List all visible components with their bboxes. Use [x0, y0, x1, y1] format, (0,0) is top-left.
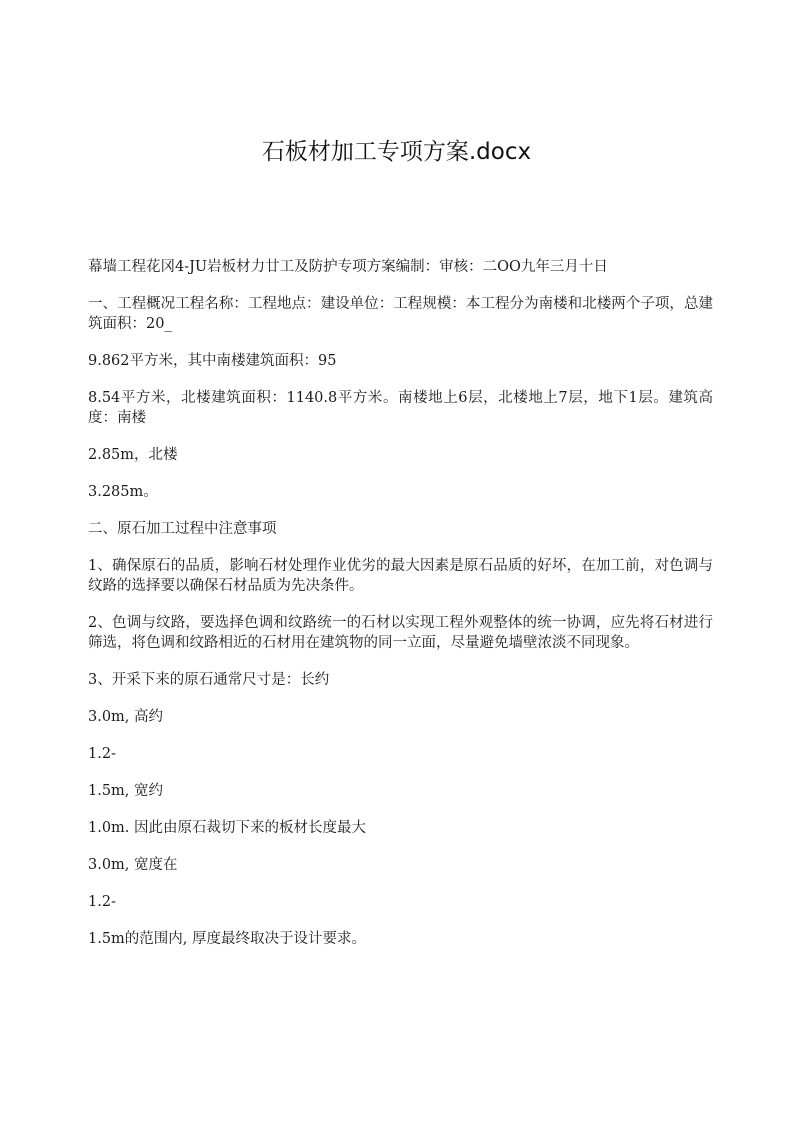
paragraph-north-height: 3.285m。: [88, 484, 158, 500]
document-body: [88, 257, 713, 966]
paragraph-width-range-start: 1.2-: [88, 894, 116, 910]
paragraph-item-1-quality: 1、确保原石的品质，影响石材处理作业优劣的最大因素是原石品质的好坏，在加工前，对色调与纹路的选择要以确保石材品质为先决条件。: [88, 558, 713, 594]
paragraph-length: 3.0m, 高约: [88, 709, 164, 725]
paragraph-width-range-end: 1.5m的范围内, 厚度最终取决于设计要求。: [88, 931, 367, 947]
document-title: 石板材加工专项方案.docx: [261, 139, 532, 165]
section-heading-stone-processing: 二、原石加工过程中注意事项: [88, 521, 277, 537]
paragraph-header-info: 幕墙工程花冈4-JU岩板材力廿工及防护专项方案编制：审核：二OO九年三月十日: [88, 259, 608, 275]
paragraph-width: 1.0m. 因此由原石裁切下来的板材长度最大: [88, 820, 367, 836]
paragraph-item-2-color-texture: 2、色调与纹路，要选择色调和纹路统一的石材以实现工程外观整体的统一协调，应先将石材进行筛选，将色调和纹路相近的石材用在建筑物的同一立面，尽量避免墙壁浓淡不同现象。: [88, 615, 713, 651]
paragraph-total-area: 9.862平方米，其中南楼建筑面积：95: [88, 353, 337, 369]
paragraph-height-range-start: 1.2-: [88, 746, 116, 762]
paragraph-project-overview: 一、工程概况工程名称：工程地点：建设单位：工程规模：本工程分为南楼和北楼两个子项，总建筑面积：20_: [88, 296, 713, 332]
paragraph-max-length: 3.0m, 宽度在: [88, 857, 178, 873]
paragraph-item-3-dimensions: 3、开采下来的原石通常尺寸是：长约: [88, 672, 330, 688]
paragraph-south-height: 2.85m，北楼: [88, 447, 178, 463]
paragraph-height-range-end: 1.5m, 宽约: [88, 783, 164, 799]
paragraph-building-floors: 8.54平方米，北楼建筑面积：1140.8平方米。南楼地上6层，北楼地上7层，地下1层。建筑高度：南楼: [88, 390, 713, 426]
